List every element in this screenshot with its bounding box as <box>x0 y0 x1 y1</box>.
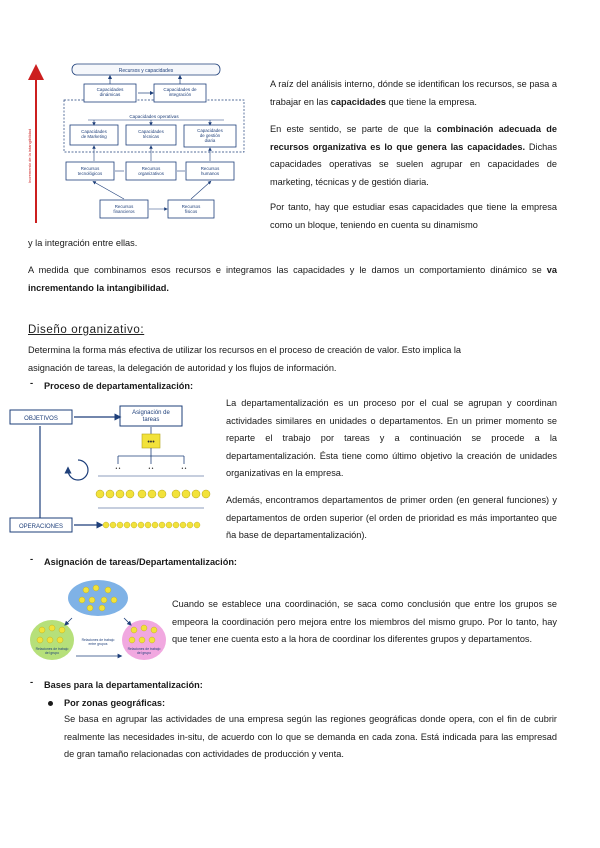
bullet-dash: - <box>30 677 34 688</box>
asign-paragraph: Cuando se establece una coordinación, se saca como conclusión que entre los grupos se empeora la coordinación pero mejora entre los miembros del mismo grupo. Por lo tanto, hay que tener ene cuenta esto a la hora de coordinar los diferentes grupos y departamentos. <box>172 599 557 644</box>
intangibility-label: Incremento de la intangibilidad <box>27 128 32 183</box>
rec-organizativos-label: Recursos organizativos <box>138 166 164 176</box>
section-title: Diseño organizativo: <box>28 324 145 336</box>
rec-humanos-label: Recursos humanos <box>200 166 220 176</box>
box-integracion-label: Capacidades de integración <box>163 87 197 97</box>
bullet-dash: - <box>30 378 34 389</box>
coordination-diagram <box>28 578 168 666</box>
asign-heading: Asignación de tareas/Departamentalización: <box>44 557 237 567</box>
rec-financieros-label: Recursos financieros <box>113 204 135 214</box>
bases-heading: Bases para la departamentalización: <box>44 680 203 690</box>
bullet-dash: - <box>30 554 34 565</box>
intro-paragraph-3-cont: y la integración entre ellas. <box>28 238 138 248</box>
svg-text:• •: • • <box>148 466 154 472</box>
intro-paragraph-3: Por tanto, hay que estudiar esas capacidades que tiene la empresa como un bloque, teniendo en cuenta su dinamismo <box>270 202 557 230</box>
section-intro-line-1: Determina la forma más efectiva de utilizar los recursos en el proceso de creación de valor. Esto implica la <box>28 345 462 355</box>
dept-heading: Proceso de departamentalización: <box>44 381 194 391</box>
section-intro-line-2: asignación de tareas, la delegación de autoridad y los flujos de información. <box>28 363 337 373</box>
svg-text:• •: • • <box>181 466 187 472</box>
svg-text:•••: ••• <box>147 439 155 446</box>
bullet-dot <box>48 701 53 706</box>
capabilities-diagram <box>28 58 264 228</box>
svg-text:Relaciones de trabajodel grupo: Relaciones de trabajo del grupo <box>35 647 69 655</box>
intro-paragraph-1: A raíz del análisis interno, dónde se identifican los recursos, se pasa a trabajar en las capacidades que tiene la empresa. <box>270 79 557 107</box>
svg-text:• •: • • <box>115 466 121 472</box>
svg-text:Relaciones de trabajoentre gru: Relaciones de trabajo entre grupos <box>81 638 115 646</box>
box-gestion-label: Capacidades de gestión diaria <box>197 128 223 143</box>
top-bar-label: Recursos y capacidades <box>118 68 174 74</box>
svg-text:Relaciones de trabajodel grupo: Relaciones de trabajo del grupo <box>127 647 161 655</box>
rec-fisicos-label: Recursos físicos <box>181 204 201 214</box>
departmentalization-diagram <box>8 398 218 538</box>
dept-paragraph-1: La departamentalización es un proceso por el cual se agrupan y coordinan actividades similares en unidades o departamentos. En un primer momento se reparte el trabajo por tareas y a continuación se procede a la departamentalización. Ésta tiene como último objetivo la creación de unidades organizativas en la empresa. <box>226 398 557 478</box>
box-dinamicas-label: Capacidades dinámicas <box>96 87 124 97</box>
operaciones-label: OPERACIONES <box>18 524 64 530</box>
asignacion-box <box>120 406 182 426</box>
objetivos-label: OBJETIVOS <box>24 416 58 422</box>
box-tecnicas-label: Capacidades técnicas <box>138 129 164 139</box>
box-operativas-label: Capacidades operativas <box>129 114 179 119</box>
intro-paragraph-2: En este sentido, se parte de que la combinación adecuada de recursos organizativa es lo que genera las capacidades. Dichas capacidades operativas se suelen agrupar en capacidades de marketing, técnicas y de gestión diaria. <box>270 124 557 187</box>
intro-paragraph-4: A medida que combinamos esos recursos e integramos las capacidades y le damos un comportamiento dinámico se va incrementando la intangibilidad. <box>28 265 557 293</box>
dept-paragraph-2: Además, encontramos departamentos de primer orden (en general funciones) y departamentos de orden superior (el orden de prioridad es más importanteo que ña base de departamentalización). <box>226 495 557 540</box>
asignacion-label: Asignación de tareas <box>132 410 170 423</box>
rec-tecnologicos-label: Recursos tecnológicos <box>77 166 103 176</box>
bases-text: Se basa en agrupar las actividades de una empresa según las regiones geográficas donde opera, con el fin de cubrir realmente las necesidades in-situ, de acuerdo con lo que se demanda en cada zona. Está indicada para las empresad de gran tamaño relacionadas con actividades de producción y venta. <box>64 714 557 759</box>
box-marketing-label: Capacidades de Marketing <box>81 129 107 139</box>
bases-bullet-title: Por zonas geográficas: <box>64 698 166 708</box>
